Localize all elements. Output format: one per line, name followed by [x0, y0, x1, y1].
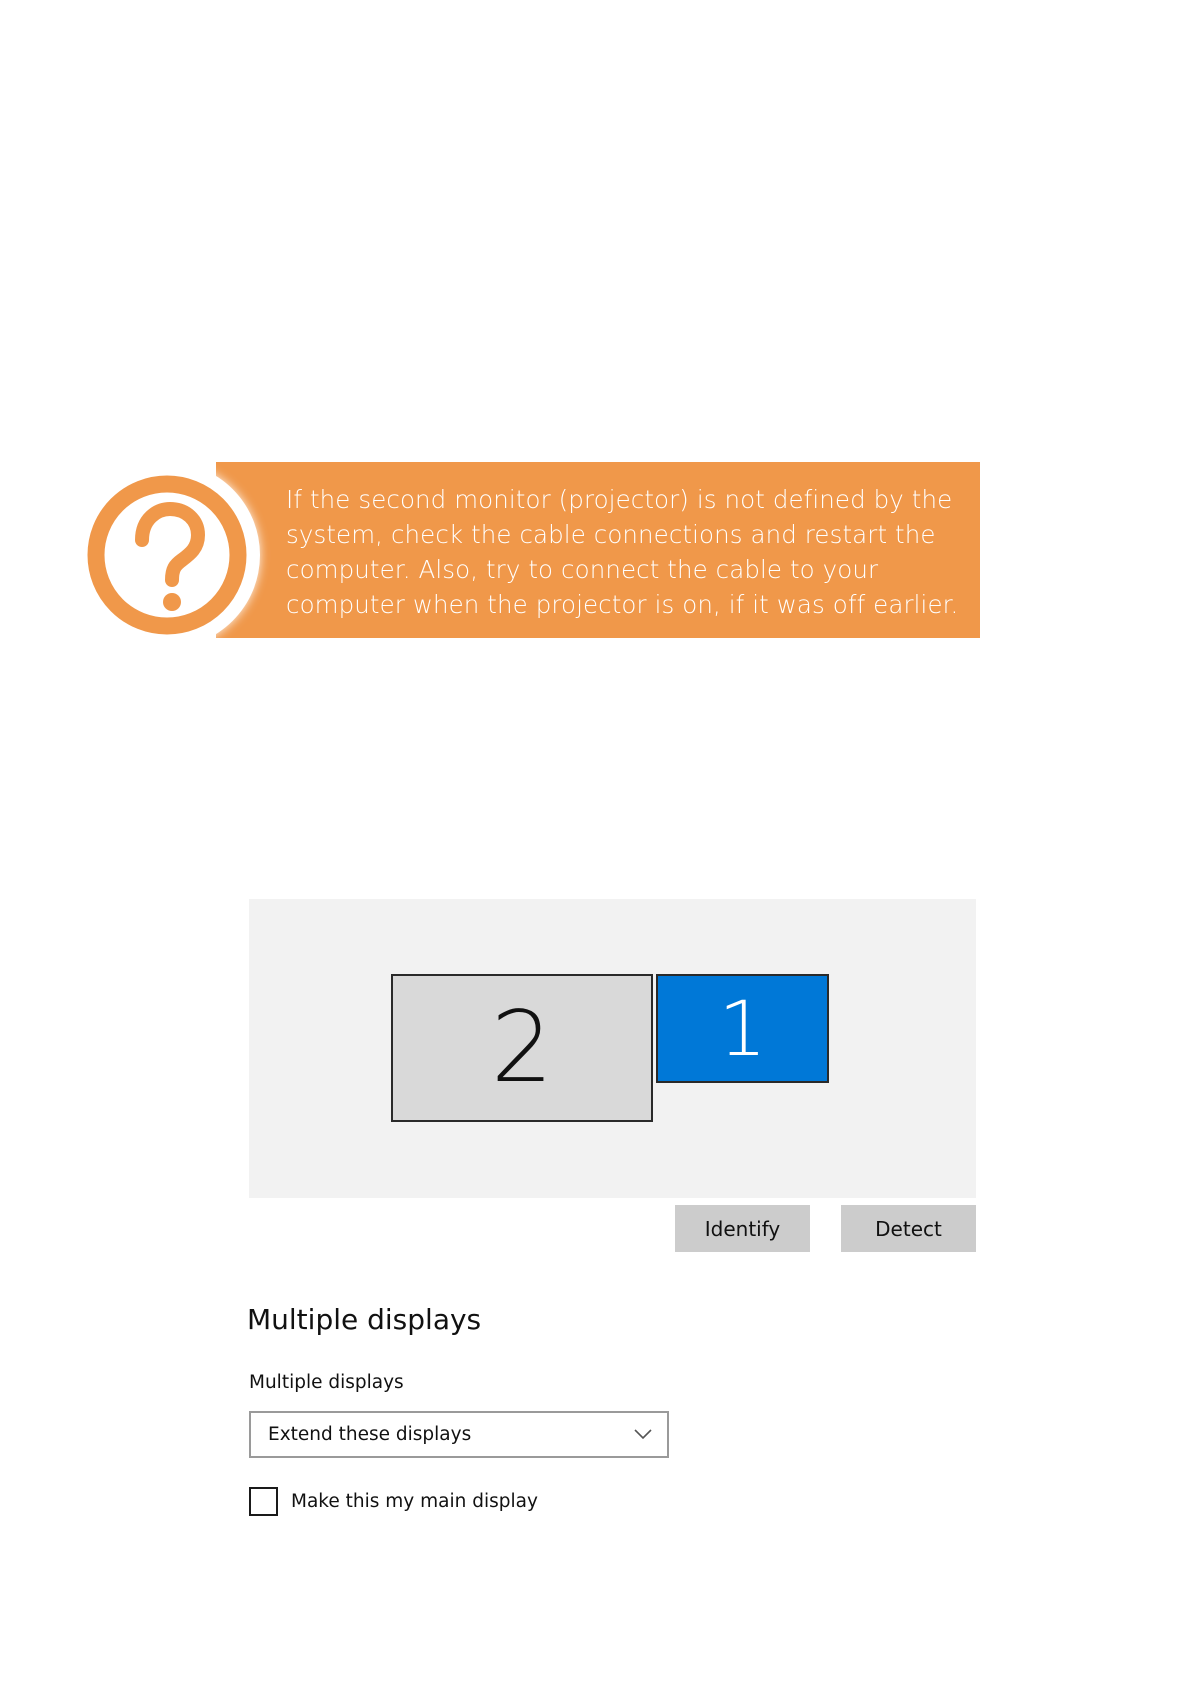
monitor-2-number: 2 — [490, 991, 554, 1105]
chevron-down-icon — [633, 1427, 653, 1446]
main-display-option[interactable] — [249, 1486, 538, 1516]
question-circle-icon — [74, 462, 260, 648]
main-display-label: Make this my main display — [291, 1490, 538, 1512]
section-title: Multiple displays — [247, 1303, 482, 1336]
multiple-displays-label: Multiple displays — [249, 1372, 404, 1393]
display-arrangement-panel — [249, 899, 976, 1198]
dropdown-selected-value: Extend these displays — [268, 1424, 472, 1445]
monitor-1-tile[interactable] — [656, 974, 829, 1083]
main-display-checkbox[interactable] — [249, 1487, 278, 1516]
tip-banner — [74, 462, 980, 638]
tip-text: If the second monitor (projector) is not defined by the system, check the cable connections and restart the computer. Also, try to connect the cable to your computer when the projector is on, if it was off earlier. — [286, 485, 959, 619]
monitor-1-number: 1 — [718, 984, 767, 1073]
identify-button[interactable]: Identify — [675, 1205, 810, 1252]
monitor-2-tile[interactable] — [391, 974, 653, 1122]
detect-button[interactable]: Detect — [841, 1205, 976, 1252]
multiple-displays-dropdown[interactable] — [249, 1411, 669, 1458]
